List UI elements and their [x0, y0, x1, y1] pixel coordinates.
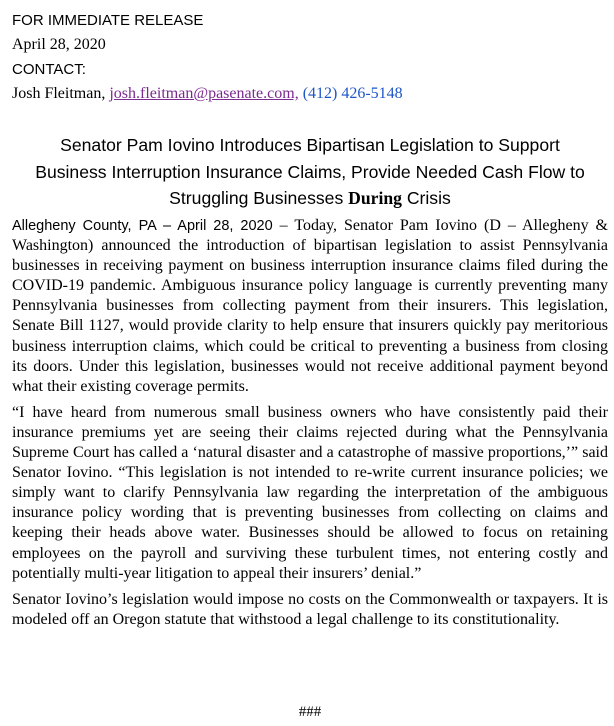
paragraph-1: Allegheny County, PA – April 28, 2020 – Today, Senator Pam Iovino (D – Allegheny & Washington) announced the introduction of bipartisan legislation to assist Pennsylvania businesses in receiving payment on business interruption insurance claims filed during the COVID-19 pandemic. Ambiguous insurance policy language is currently preventing many Pennsylvania businesses from collecting payment from their insurers. This legislation, Senate Bill 1127, would provide clarity to help ensure that insurers quickly pay meritorious business interruption claims, which could be critical to preventing a business from closing its doors. Under this legislation, businesses would not receive additional payment beyond what their existing coverage permits. — [12, 217, 609, 395]
headline-bold-word: During — [348, 188, 402, 208]
dateline: Allegheny County, PA – April 28, 2020 — [12, 218, 273, 234]
release-date: April 28, 2020 — [12, 36, 106, 53]
paragraph-3: Senator Iovino’s legislation would impose no costs on the Commonwealth or taxpayers. It is modeled off an Oregon statute that withstood a legal challenge to its constitutionality. — [12, 590, 608, 628]
headline-line-2: Business Interruption Insurance Claims, Provide Needed Cash Flow to — [35, 161, 585, 182]
contact-email-link[interactable]: josh.fleitman@pasenate.com, — [109, 85, 299, 102]
headline-line-1: Senator Pam Iovino Introduces Bipartisan Legislation to Support — [60, 135, 560, 155]
contact-name: Josh Fleitman, — [12, 85, 110, 102]
headline-line-3: Struggling Businesses During Crisis — [169, 188, 451, 208]
headline — [12, 132, 608, 212]
paragraph-2: “I have heard from numerous small business owners who have consistently paid their insurance premiums yet are seeing their claims rejected during what the Pennsylvania Supreme Court has called a ‘natural disaster and a catastrophe of massive proportions,’” said Senator Iovino. “This legislation is not intended to re-write current insurance policies; we simply want to clarify Pennsylvania law regarding the interpretation of the ambiguous insurance policy wording that is preventing businesses from collecting on claims and keeping their heads above water. Businesses should be allowed to focus on retaining employees on the payroll and surviving these turbulent times, not entering costly and potentially multi-year litigation to appeal their insurers’ denial.” — [12, 403, 608, 582]
contact-phone: (412) 426-5148 — [298, 85, 403, 102]
body-text — [12, 216, 608, 636]
release-label: FOR IMMEDIATE RELEASE — [12, 12, 204, 29]
contact-label: CONTACT: — [12, 61, 86, 78]
contact-line — [12, 82, 403, 106]
end-mark: ### — [298, 704, 322, 720]
